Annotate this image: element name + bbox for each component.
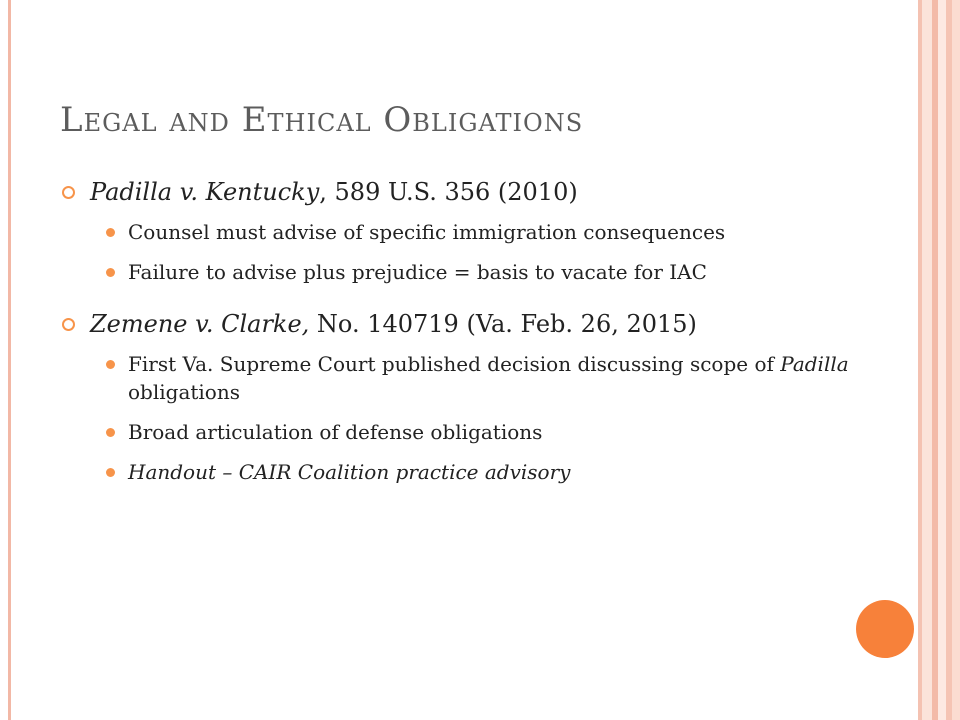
sub-point (60, 458, 860, 486)
dot-bullet-icon (106, 268, 115, 277)
dot-bullet-icon (106, 428, 115, 437)
sub-point-text: Failure to advise plus prejudice = basis to vacate for IAC (128, 260, 707, 284)
sub-point-emphasis: Padilla (780, 352, 849, 376)
ring-bullet-icon (62, 186, 75, 199)
handout-note: Handout – CAIR Coalition practice advisory (128, 460, 571, 484)
case-citation: No. 140719 (Va. Feb. 26, 2015) (309, 310, 697, 338)
case-name: Padilla v. Kentucky (90, 178, 320, 206)
decorative-circle-icon (856, 600, 914, 658)
dot-bullet-icon (106, 228, 115, 237)
slide-title: Legal and Ethical Obligations (60, 100, 584, 140)
case-heading-padilla (60, 176, 860, 208)
sub-point (60, 218, 860, 246)
left-border-line (8, 0, 11, 720)
dot-bullet-icon (106, 360, 115, 369)
sub-point-text-suffix: obligations (128, 380, 240, 404)
sub-point-text: Broad articulation of defense obligations (128, 420, 543, 444)
dot-bullet-icon (106, 468, 115, 477)
sub-point (60, 418, 860, 446)
slide-content (60, 176, 860, 508)
section-zemene (60, 308, 860, 486)
case-citation: , 589 U.S. 356 (2010) (319, 178, 578, 206)
case-heading-zemene (60, 308, 860, 340)
section-padilla (60, 176, 860, 286)
right-decorative-band (952, 0, 960, 720)
right-decorative-band (938, 0, 946, 720)
ring-bullet-icon (62, 318, 75, 331)
sub-point (60, 350, 860, 406)
sub-point (60, 258, 860, 286)
sub-point-text: Counsel must advise of specific immigration consequences (128, 220, 726, 244)
case-name: Zemene v. Clarke, (90, 310, 310, 338)
sub-point-text: First Va. Supreme Court published decision discussing scope of (128, 352, 781, 376)
right-decorative-band (922, 0, 932, 720)
